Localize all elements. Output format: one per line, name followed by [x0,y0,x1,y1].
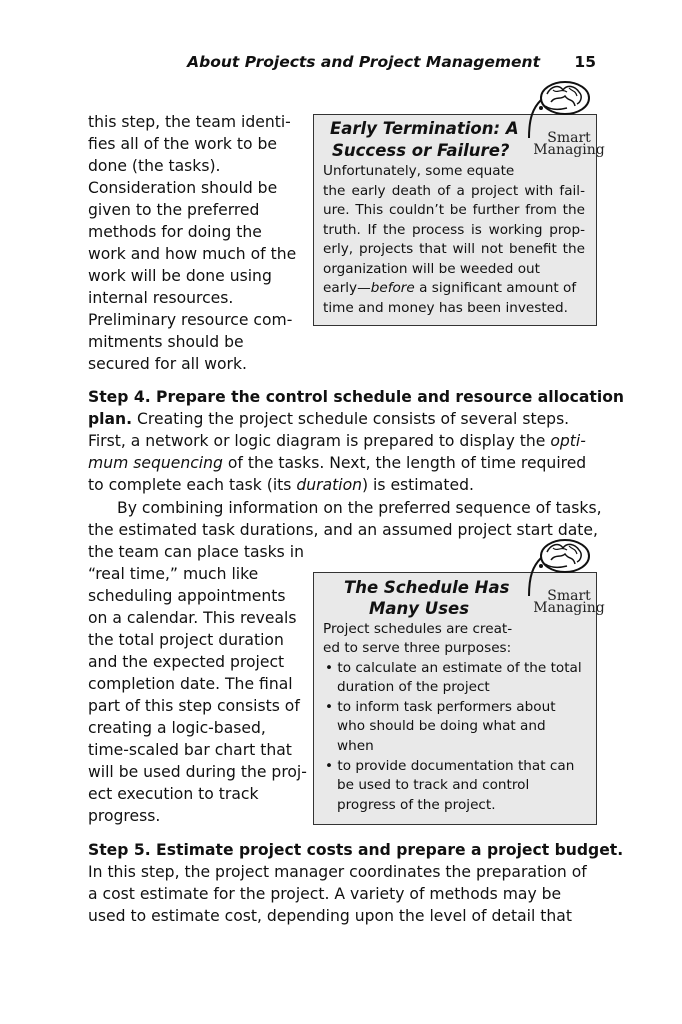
step4-wrap-line: will be used during the proj- [88,763,307,781]
intro-line: Preliminary resource com- [88,311,293,329]
sidebar-text-line: ure. This couldn’t be further from the [323,202,585,218]
brain-head-icon [515,78,605,138]
bullet-item-cont: be used to track and control [337,777,530,793]
header-title: About Projects and Project Management [187,53,540,71]
intro-line: work and how much of the [88,245,297,263]
step4-wrap-line: on a calendar. This reveals [88,609,297,627]
smart-managing-badge [515,536,605,626]
sidebar-title: Early Termination: A [330,119,519,138]
page-number: 15 [574,53,596,71]
step4-wrap-line: and the expected project [88,653,285,671]
intro-line: work will be done using [88,267,272,285]
step5-line: In this step, the project manager coordinates the preparation of [88,863,587,881]
sidebar-text-line: time and money has been invested. [323,300,568,316]
step4-wrap-line: the team can place tasks in [88,543,304,561]
sidebar-text-line: Project schedules are creat- [323,621,513,637]
step4-heading: Step 4. Prepare the control schedule and resource allocation [88,388,625,406]
badge-label: Smart Managing [533,130,605,158]
bullet-item: • to inform task performers about [325,699,556,715]
bullet-item-cont: duration of the project [337,679,490,695]
sidebar-text-line: ed to serve three purposes: [323,640,512,656]
sidebar-text-line: erly, projects that will not benefit the [323,241,585,257]
intro-line: mitments should be [88,333,244,351]
running-header [0,53,682,77]
sidebar-title: The Schedule Has [344,578,510,597]
brain-head-icon [515,536,605,596]
sidebar-title: Many Uses [369,599,470,618]
bullet-item: • to calculate an estimate of the total [325,660,582,676]
sidebar-title: Success or Failure? [332,141,510,160]
step4-wrap-line: scheduling appointments [88,587,286,605]
step4-line: By combining information on the preferred sequence of tasks, [117,499,602,517]
intro-line: internal resources. [88,289,234,307]
step4-line: First, a network or logic diagram is prepared to display the opti- [88,432,586,450]
bullet-item-cont: progress of the project. [337,797,496,813]
step4-wrap-line: ect execution to track [88,785,259,803]
intro-line: this step, the team identi- [88,113,291,131]
step5-heading: Step 5. Estimate project costs and prepare a project budget. [88,841,624,859]
step5-line: a cost estimate for the project. A variety of methods may be [88,885,562,903]
step4-wrap-line: completion date. The final [88,675,293,693]
intro-line: Consideration should be [88,179,278,197]
step4-wrap-line: creating a logic-based, [88,719,266,737]
sidebar-text-line: early—before a significant amount of [323,280,577,296]
bullet-item: • to provide documentation that can [325,758,575,774]
step5-line: used to estimate cost, depending upon the level of detail that [88,907,572,925]
sidebar-text-line: truth. If the process is working prop- [323,222,585,238]
intro-line: secured for all work. [88,355,247,373]
step4-line: mum sequencing of the tasks. Next, the length of time required [88,454,587,472]
smart-managing-badge [515,78,605,168]
step4-wrap-line: progress. [88,807,161,825]
step4-wrap-line: “real time,” much like [88,565,259,583]
emphasis-text: before [370,280,415,296]
step4-wrap-line: the total project duration [88,631,284,649]
bullet-item-cont: when [337,738,374,754]
sidebar-text-line: the early death of a project with fail- [323,183,585,199]
intro-line: fies all of the work to be [88,135,278,153]
step4-line: plan. Creating the project schedule consists of several steps. [88,410,570,428]
badge-label: Smart Managing [533,588,605,616]
step4-wrap-line: part of this step consists of [88,697,300,715]
sidebar-text-line: Unfortunately, some equate [323,163,515,179]
step4-line: the estimated task durations, and an assumed project start date, [88,521,598,539]
step4-wrap-line: time-scaled bar chart that [88,741,292,759]
intro-line: methods for doing the [88,223,262,241]
step4-line: to complete each task (its duration) is estimated. [88,476,474,494]
intro-line: given to the preferred [88,201,260,219]
sidebar-text-line: organization will be weeded out [323,261,540,277]
intro-line: done (the tasks). [88,157,221,175]
bullet-item-cont: who should be doing what and [337,718,546,734]
